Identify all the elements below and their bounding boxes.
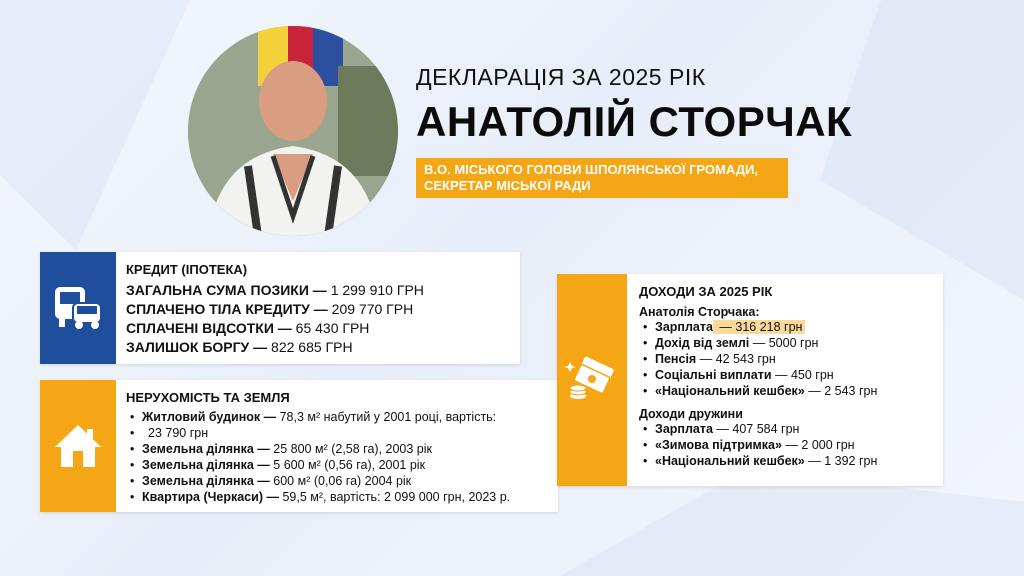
- income-item: • Зарплата — 316 218 грн: [639, 319, 877, 335]
- income-icon-block: [557, 274, 627, 486]
- credit-row: СПЛАЧЕНО ТІЛА КРЕДИТУ — 209 770 ГРН: [126, 301, 414, 317]
- income-item: • Дохід від землі — 5000 грн: [639, 335, 877, 351]
- property-item-cont: • 23 790 грн: [126, 425, 510, 441]
- declaration-subtitle: ДЕКЛАРАЦІЯ ЗА 2025 РІК: [416, 64, 706, 90]
- role-badge: [416, 158, 788, 198]
- property-icon-block: [40, 380, 116, 512]
- property-item: • Квартира (Черкаси) — 59,5 м², вартість: 2 099 000 грн, 2023 р.: [126, 489, 510, 505]
- credit-icon-block: [40, 252, 116, 364]
- income-item: • Зарплата — 407 584 грн: [639, 421, 877, 437]
- bg-shape: [0, 0, 190, 250]
- property-title: НЕРУХОМІСТЬ ТА ЗЕМЛЯ: [126, 390, 290, 405]
- credit-title: КРЕДИТ (ІПОТЕКА): [126, 262, 248, 277]
- person-name: АНАТОЛІЙ СТОРЧАК: [416, 98, 853, 145]
- credit-row: ЗАЛИШОК БОРГУ — 822 685 ГРН: [126, 339, 353, 355]
- income-item: • «Національний кешбек» — 1 392 грн: [639, 453, 877, 469]
- property-item: • Земельна ділянка — 25 800 м² (2,58 га), 2003 рік: [126, 441, 510, 457]
- portrait-photo: [188, 26, 398, 236]
- own-income-head: Анатолія Сторчака:: [639, 305, 760, 319]
- wife-income-head: Доходи дружини: [639, 407, 743, 421]
- house-icon: [51, 421, 105, 471]
- role-line: В.О. МІСЬКОГО ГОЛОВИ ШПОЛЯНСЬКОЇ ГРОМАДИ,: [424, 162, 758, 177]
- property-item: • Земельна ділянка — 5 600 м² (0,56 га), 2001 рік: [126, 457, 510, 473]
- income-item: • «Національний кешбек» — 2 543 грн: [639, 383, 877, 399]
- income-title: ДОХОДИ ЗА 2025 РІК: [639, 284, 773, 299]
- credit-row: СПЛАЧЕНІ ВІДСОТКИ — 65 430 ГРН: [126, 320, 370, 336]
- credit-card: [40, 252, 520, 364]
- income-card: [557, 274, 943, 486]
- credit-row: ЗАГАЛЬНА СУМА ПОЗИКИ — 1 299 910 ГРН: [126, 282, 424, 298]
- income-item: • Соціальні виплати — 450 грн: [639, 367, 877, 383]
- property-card: [40, 380, 558, 512]
- income-item: • Пенсія — 42 543 грн: [639, 351, 877, 367]
- role-line: СЕКРЕТАР МІСЬКОЇ РАДИ: [424, 178, 591, 193]
- car-bus-icon: [51, 283, 105, 333]
- income-item: • «Зимова підтримка» — 2 000 грн: [639, 437, 877, 453]
- property-item: • Житловий будинок — 78,3 м² набутий у 2001 році, вартість:: [126, 409, 510, 425]
- property-item: • Земельна ділянка — 600 м² (0,06 га) 2004 рік: [126, 473, 510, 489]
- bg-shape: [820, 0, 1024, 300]
- money-icon: [564, 352, 620, 408]
